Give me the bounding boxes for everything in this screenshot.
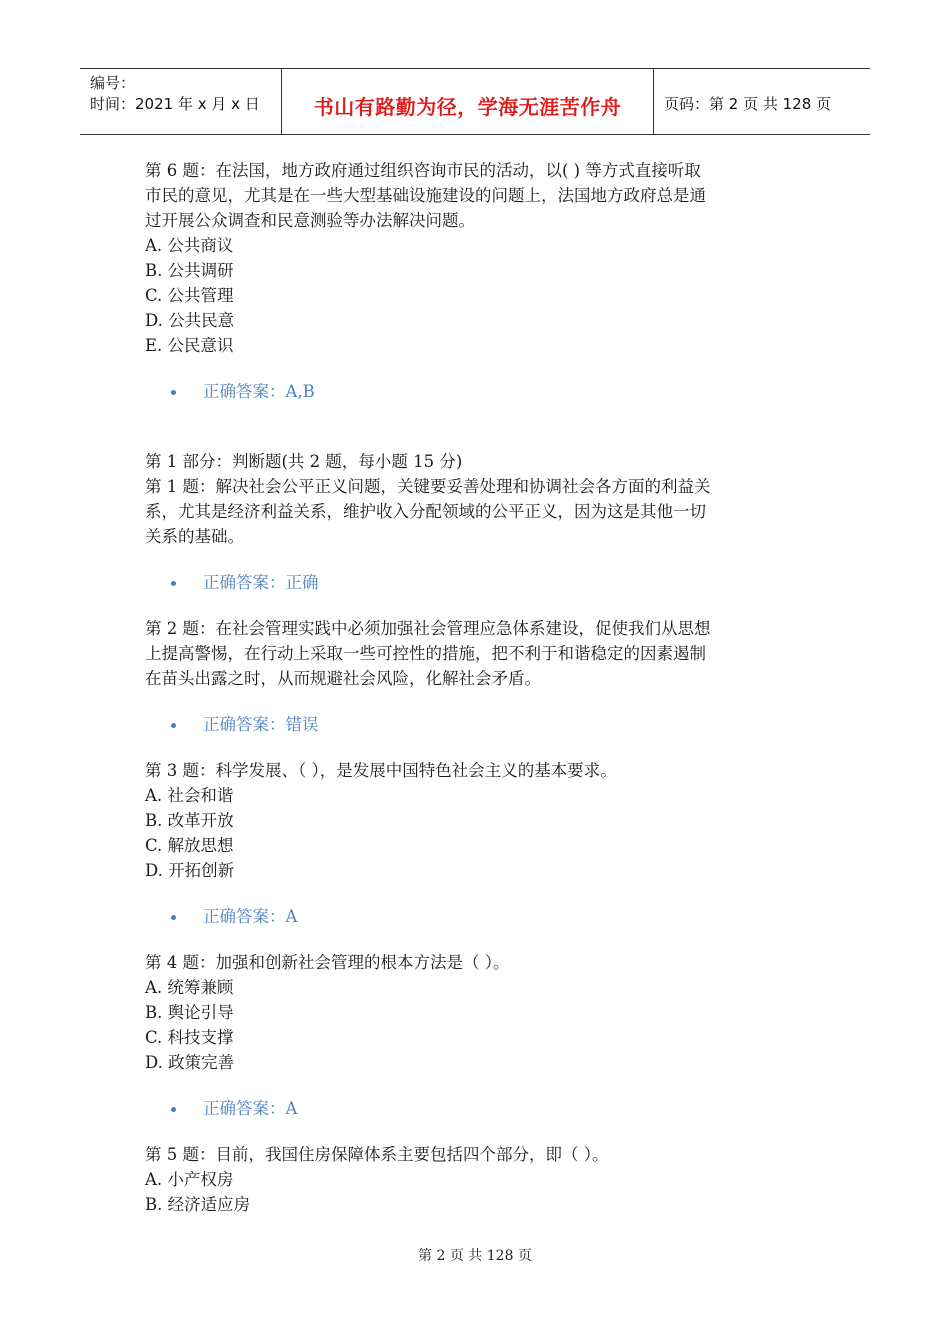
option-c: C. 解放思想 — [145, 836, 234, 855]
answer — [145, 904, 815, 929]
option-d: D. 开拓创新 — [145, 861, 235, 880]
option-d: D. 公共民意 — [145, 311, 235, 330]
question-text: 关系的基础。 — [145, 527, 244, 546]
question-text: 第 6 题：在法国，地方政府通过组织咨询市民的活动，以( ) 等方式直接听取 — [145, 161, 701, 180]
question-text: 第 5 题：目前，我国住房保障体系主要包括四个部分，即（ ）。 — [145, 1145, 609, 1164]
question-text: 系，尤其是经济利益关系，维护收入分配领域的公平正义，因为这是其他一切 — [145, 502, 706, 521]
question-4 — [145, 950, 815, 1121]
page-header — [80, 68, 870, 135]
answer-text: 正确答案：错误 — [203, 715, 319, 734]
option-e: E. 公民意识 — [145, 336, 234, 355]
answer — [145, 1096, 815, 1121]
answer — [145, 712, 815, 737]
header-meta — [80, 69, 282, 134]
question-3 — [145, 758, 815, 929]
bullet-icon — [171, 581, 176, 586]
number-label: 编号： — [90, 74, 136, 92]
option-c: C. 公共管理 — [145, 286, 234, 305]
answer-text: 正确答案：A — [203, 907, 298, 926]
option-a: A. 社会和谐 — [145, 786, 234, 805]
header-motto: 书山有路勤为径，学海无涯苦作舟 — [282, 69, 654, 134]
question-text: 过开展公众调查和民意测验等办法解决问题。 — [145, 211, 475, 230]
answer — [145, 570, 815, 595]
tf-question-1 — [145, 474, 815, 595]
question-5 — [145, 1142, 815, 1217]
bullet-icon — [171, 915, 176, 920]
bullet-icon — [171, 723, 176, 728]
bullet-icon — [171, 1107, 176, 1112]
option-b: B. 公共调研 — [145, 261, 234, 280]
option-b: B. 舆论引导 — [145, 1003, 234, 1022]
question-6 — [145, 158, 815, 404]
answer-text: 正确答案：A — [203, 1099, 298, 1118]
question-text: 第 3 题：科学发展、（ ），是发展中国特色社会主义的基本要求。 — [145, 761, 617, 780]
document-body — [145, 158, 815, 1217]
question-text: 市民的意见，尤其是在一些大型基础设施建设的问题上，法国地方政府总是通 — [145, 186, 706, 205]
option-a: A. 小产权房 — [145, 1170, 234, 1189]
option-b: B. 经济适应房 — [145, 1195, 251, 1214]
question-text: 第 2 题：在社会管理实践中必须加强社会管理应急体系建设，促使我们从思想 — [145, 619, 711, 638]
option-c: C. 科技支撑 — [145, 1028, 234, 1047]
bullet-icon — [171, 390, 176, 395]
question-text: 上提高警惕，在行动上采取一些可控性的措施，把不利于和谐稳定的因素遏制 — [145, 644, 706, 663]
tf-question-2 — [145, 616, 815, 737]
question-text: 在苗头出露之时，从而规避社会风险，化解社会矛盾。 — [145, 669, 541, 688]
question-text: 第 4 题：加强和创新社会管理的根本方法是（ ）。 — [145, 953, 510, 972]
time-label: 时间：2021 年 x 月 x 日 — [90, 95, 260, 113]
answer-text: 正确答案：A,B — [203, 382, 315, 401]
answer-text: 正确答案：正确 — [203, 573, 319, 592]
option-a: A. 统筹兼顾 — [145, 978, 234, 997]
page-footer: 第 2 页 共 128 页 — [418, 1248, 532, 1264]
header-page-info: 页码：第 2 页 共 128 页 — [664, 95, 832, 113]
option-b: B. 改革开放 — [145, 811, 234, 830]
answer — [145, 379, 815, 404]
section-heading: 第 1 部分：判断题(共 2 题，每小题 15 分) — [145, 452, 463, 471]
question-text: 第 1 题：解决社会公平正义问题，关键要妥善处理和协调社会各方面的利益关 — [145, 477, 711, 496]
option-a: A. 公共商议 — [145, 236, 234, 255]
option-d: D. 政策完善 — [145, 1053, 235, 1072]
